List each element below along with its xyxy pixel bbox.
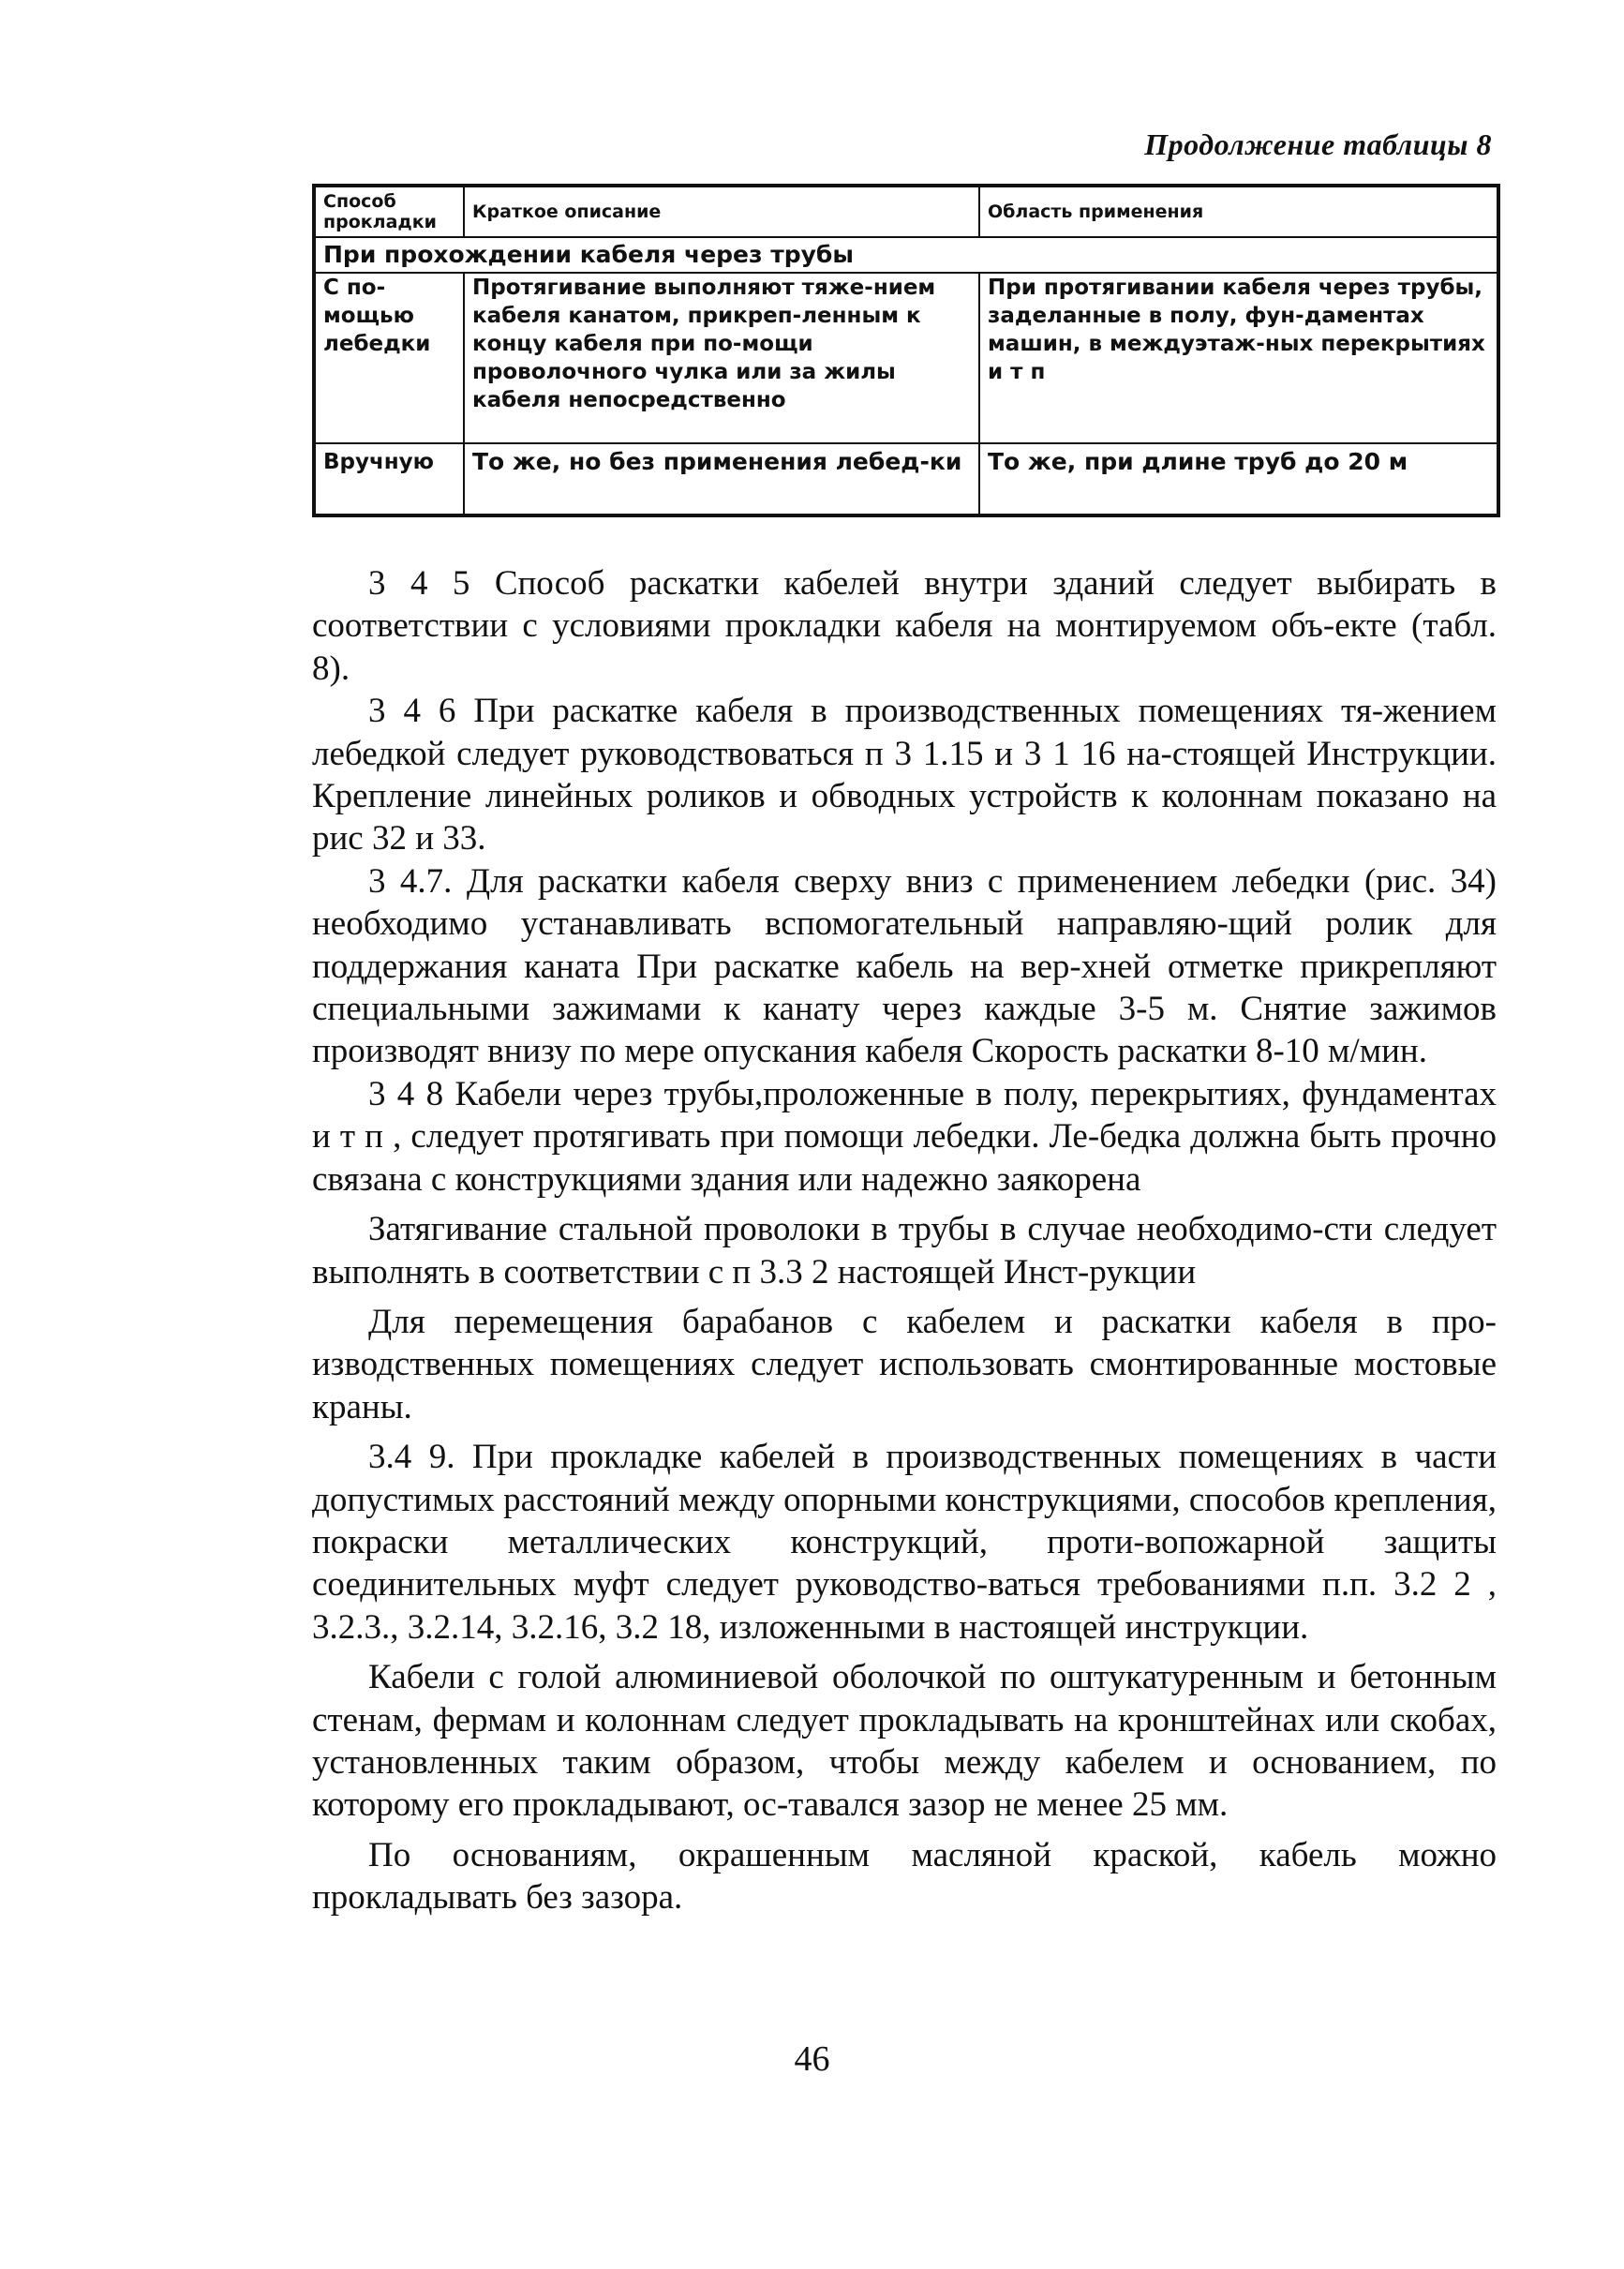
paragraph: Кабели с голой алюминиевой оболочкой по оштукатуренным и бетонным стенам, фермам и колоннам следует прокладывать на кронштейнах или скобах, установленных таким образом, чтобы между кабелем и основанием, по которому его прокладывают, ос-тавался зазор не менее 25 мм. (312, 1658, 1497, 1825)
cell-method: Вручную (314, 443, 464, 515)
paragraph: 3 4 5 Способ раскатки кабелей внутри зданий следует выбирать в соответствии с условиями прокладки кабеля на монтируемом объ-екте (табл. 8). (312, 564, 1497, 688)
table-header-row (314, 186, 1498, 237)
cell-description: То же, но без применения лебед-ки (464, 443, 979, 515)
section-title: При прохождении кабеля через трубы (314, 237, 1498, 273)
body-text (312, 562, 1497, 1919)
paragraph: 3 4.7. Для раскатки кабеля сверху вниз с применением лебедки (рис. 34) необходимо устанавливать вспомогательный направляю-щий ролик для поддержания каната При раскатке кабель на вер-хней отметке прикрепляют специальными зажимами к канату через каждые 3-5 м. Снятие зажимов производят внизу по мере опускания кабеля Скорость раскатки 8-10 м/мин. (312, 861, 1497, 1071)
table-caption: Продолжение таблицы 8 (1144, 127, 1492, 161)
cell-scope: При протягивании кабеля через трубы, заделанные в полу, фун-даментах машин, в междуэтаж-ных перекрытиях и т п (979, 273, 1498, 443)
paragraph: По основаниям, окрашенным масляной краской, кабель можно прокладывать без зазора. (312, 1835, 1497, 1918)
header-description: Краткое описание (464, 186, 979, 237)
paragraph: Затягивание стальной проволоки в трубы в случае необходимо-сти следует выполнять в соответствии с п 3.3 2 настоящей Инст-рукции (312, 1210, 1497, 1291)
cell-scope: То же, при длине труб до 20 м (979, 443, 1498, 515)
page-number: 46 (794, 2039, 830, 2079)
paragraph: 3 4 6 При раскатке кабеля в производственных помещениях тя-жением лебедкой следует руководствоваться п 3 1.15 и 3 1 16 на-стоящей Инструкции. Крепление линейных роликов и обводных устройств к колоннам показано на рис 32 и 33. (312, 692, 1497, 858)
table-row (314, 273, 1498, 443)
cell-method: С по-мощью лебедки (314, 273, 464, 443)
paragraph: Для перемещения барабанов с кабелем и раскатки кабеля в про-изводственных помещениях следует использовать смонтированные мостовые краны. (312, 1302, 1497, 1426)
table-section-row (314, 237, 1498, 273)
table-8 (312, 184, 1500, 517)
header-scope: Область применения (979, 186, 1498, 237)
header-method: Способ прокладки (314, 186, 464, 237)
paragraph: 3 4 8 Кабели через трубы,проложенные в полу, перекрытиях, фундаментах и т п , следует протягивать при помощи лебедки. Ле-бедка должна быть прочно связана с конструкциями здания или надежно заякорена (312, 1074, 1497, 1199)
table-row (314, 443, 1498, 515)
paragraph: 3.4 9. При прокладке кабелей в производственных помещениях в части допустимых расстояний между опорными конструкциями, способов крепления, покраски металлических конструкций, проти-вопожарной защиты соединительных муфт следует руководство-ваться требованиями п.п. 3.2 2 , 3.2.3., 3.2.14, 3.2.16, 3.2 18, изложенными в настоящей инструкции. (312, 1438, 1497, 1647)
cell-description: Протягивание выполняют тяже-нием кабеля канатом, прикреп-ленным к концу кабеля при по-мощи проволочного чулка или за жилы кабеля непосредственно (464, 273, 979, 443)
